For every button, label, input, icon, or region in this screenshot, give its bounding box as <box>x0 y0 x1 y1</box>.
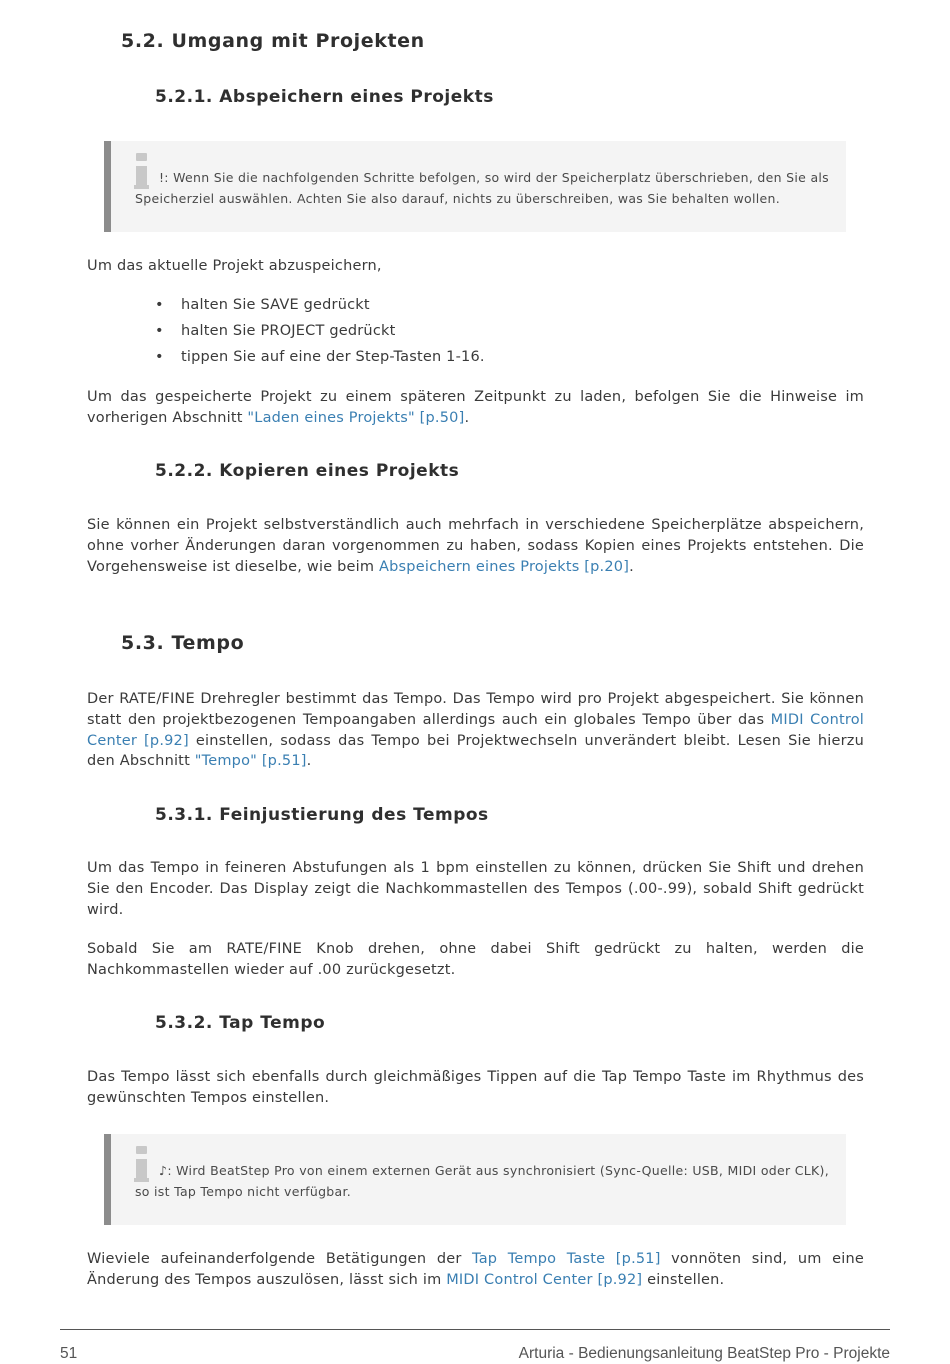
text-span: vonnöten sind, um eine Änderung des Tempos auszulösen, lässt sich im <box>87 1251 864 1288</box>
text-span: Wieviele aufeinanderfolgende Betätigungen der <box>87 1251 473 1267</box>
list-item: • halten Sie PROJECT gedrückt <box>155 318 485 344</box>
text-span: Sie können ein Projekt selbstverständlich auch mehrfach in verschiedene Speicherplätze abspeichern, ohne vorher Änderungen daran vorgenommen zu haben, sodass Kopien eines Projekts entstehen. Die Vorgehensweise ist dieselbe, wie beim <box>87 517 864 575</box>
section-title-5-3-1: 5.3.1. Feinjustierung des Tempos <box>155 805 489 825</box>
footer-divider <box>60 1329 890 1330</box>
text-span: . <box>629 558 634 575</box>
link-tempo[interactable]: "Tempo" [p.51] <box>194 753 307 770</box>
section-title-5-3-2: 5.3.2. Tap Tempo <box>155 1013 326 1033</box>
note-text: ♪: Wird BeatStep Pro von einem externen Gerät aus synchronisiert (Sync-Quelle: USB, MIDI oder CLK), so ist Tap Tempo nicht verfügbar. <box>135 1163 829 1199</box>
paragraph-load-hint <box>87 387 864 429</box>
text-span: . <box>306 753 312 770</box>
paragraph-tempo <box>87 689 864 772</box>
page-number: 51 <box>60 1345 78 1362</box>
paragraph-copy-project <box>87 515 864 577</box>
paragraph-fine-tempo: Um das Tempo in feineren Abstufungen als 1 bpm einstellen zu können, drücken Sie Shift und drehen Sie den Encoder. Das Display zeigt die Nachkommastellen des Tempos (.00-.99), sobald Shift gedrückt wird. <box>87 860 864 918</box>
link-laden-eines-projekts[interactable]: "Laden eines Projekts" [p.50] <box>247 409 465 426</box>
section-title-5-2-2: 5.2.2. Kopieren eines Projekts <box>155 461 460 481</box>
paragraph-intro: Um das aktuelle Projekt abzuspeichern, <box>87 258 382 274</box>
paragraph-fine-reset: Sobald Sie am RATE/FINE Knob drehen, ohne dabei Shift gedrückt zu halten, werden die Nachkommastellen wieder auf .00 zurückgesetzt. <box>87 941 864 978</box>
paragraph-tap-tempo: Das Tempo lässt sich ebenfalls durch gleichmäßiges Tippen auf die Tap Tempo Taste im Rhythmus des gewünschten Tempos einstellen. <box>87 1069 864 1106</box>
list-item: • tippen Sie auf eine der Step-Tasten 1-16. <box>155 344 485 370</box>
text-span: einstellen, sodass das Tempo bei Projektwechseln unverändert bleibt. Lesen Sie hierzu den Abschnitt <box>87 732 865 770</box>
link-midi-control-center[interactable]: MIDI Control Center [p.92] <box>87 711 864 749</box>
footer-title: Arturia - Bedienungsanleitung BeatStep Pro - Projekte <box>518 1345 890 1362</box>
note-text: !: Wenn Sie die nachfolgenden Schritte befolgen, so wird der Speicherplatz überschrieben, den Sie als Speicherziel auswählen. Achten Sie also darauf, nichts zu überschreiben, was Sie behalten wollen. <box>135 170 829 206</box>
text-span: Der RATE/FINE Drehregler bestimmt das Tempo. Das Tempo wird pro Projekt abgespeichert. Sie können statt den projektbezogenen Tempoangaben allerdings auch ein globales Tempo über das <box>87 691 864 728</box>
section-title-5-2: 5.2. Umgang mit Projekten <box>121 30 425 52</box>
text-span: . <box>464 409 470 426</box>
paragraph-tap-count <box>87 1249 864 1291</box>
link-midi-control-center[interactable]: MIDI Control Center [p.92] <box>446 1271 643 1288</box>
section-title-5-2-1: 5.2.1. Abspeichern eines Projekts <box>155 87 494 107</box>
note-box-sync <box>104 1134 846 1225</box>
list-item: • halten Sie SAVE gedrückt <box>155 292 485 318</box>
step-list <box>155 292 485 370</box>
link-tap-tempo-taste[interactable]: Tap Tempo Taste [p.51] <box>472 1251 661 1267</box>
link-abspeichern-eines-projekts[interactable]: Abspeichern eines Projekts [p.20] <box>379 558 630 575</box>
text-span: einstellen. <box>642 1271 725 1288</box>
section-title-5-3: 5.3. Tempo <box>121 632 245 654</box>
text-span: Um das gespeicherte Projekt zu einem späteren Zeitpunkt zu laden, befolgen Sie die Hinweise im vorherigen Abschnitt <box>87 389 864 426</box>
note-box-overwrite <box>104 141 846 232</box>
